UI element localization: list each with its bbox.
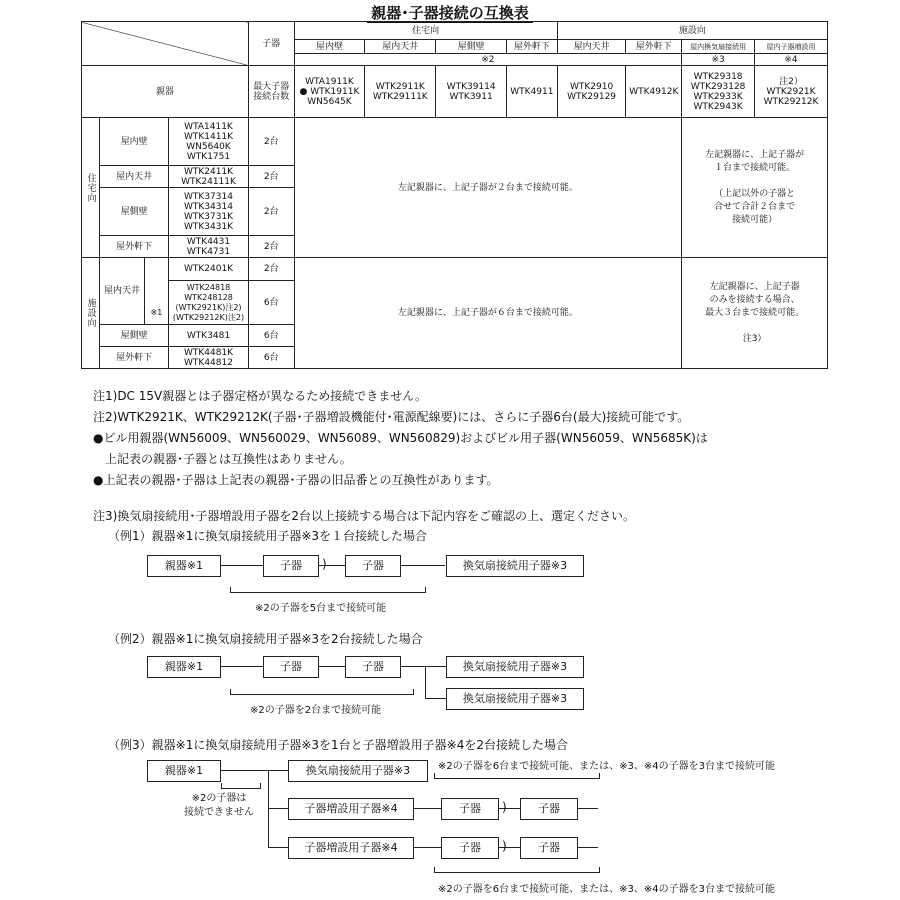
bracket-line xyxy=(230,694,414,695)
col-header: 屋内換気扇接続用 xyxy=(682,40,755,54)
mark-3: ※3 xyxy=(682,54,755,66)
parent-models: WTK2910 WTK29129 xyxy=(557,66,626,118)
child-box: 子器 xyxy=(263,656,319,678)
jutaku-message: 左記親器に、上記子器が２台まで接続可能。 xyxy=(294,118,682,258)
child-box: 子器 xyxy=(441,798,499,820)
bracket-line xyxy=(599,867,600,873)
compat-table xyxy=(81,21,828,369)
row-location: 屋内壁 xyxy=(100,118,169,166)
connector-line xyxy=(220,770,288,771)
row-models: WTA1411K WTK1411K WN5640K WTK1751 xyxy=(169,118,249,166)
connector-line xyxy=(268,847,288,848)
parent-models: WTK2911K WTK29111K xyxy=(365,66,436,118)
row-count: 2台 xyxy=(248,188,294,236)
add-box: 子器増設用子器※4 xyxy=(288,798,414,820)
note-bullet-1-cont: 上記表の親器･子器とは互換性はありません。 xyxy=(105,452,352,466)
bracket-line xyxy=(230,592,426,593)
shisetsu-side-label: 施設向 xyxy=(82,258,100,369)
row-count: 2台 xyxy=(248,166,294,188)
row-models: WTK3481 xyxy=(169,325,249,347)
child-box: 子器 xyxy=(345,555,401,577)
row-models: WTK37314 WTK34314 WTK3731K WTK3431K xyxy=(169,188,249,236)
page-title: 親器･子器接続の互換表 xyxy=(0,2,900,23)
header-corner xyxy=(82,22,249,66)
col-header: 屋側壁 xyxy=(436,40,507,54)
jutaku-side-label: 住宅向 xyxy=(82,118,100,258)
fan-box: 換気扇接続用子器※3 xyxy=(288,760,428,782)
row-models: WTK24818 WTK248128 (WTK2921K)注2) (WTK29212K)注2) xyxy=(169,281,249,325)
note-bullet-2: ●上記表の親器･子器は上記表の親器･子器の旧品番との互換性があります。 xyxy=(93,473,499,487)
connector-line xyxy=(268,770,269,848)
row-models: WTK4481K WTK44812 xyxy=(169,347,249,369)
notes xyxy=(93,386,708,491)
parent-models: WTK39114 WTK3911 xyxy=(436,66,507,118)
example-2-caption: ※2の子器を2台まで接続可能 xyxy=(250,705,382,716)
row-count: 6台 xyxy=(248,347,294,369)
connector-line xyxy=(425,666,426,698)
jutaku-header: 住宅向 xyxy=(294,22,557,40)
fan-box: 換気扇接続用子器※3 xyxy=(446,688,584,710)
child-box: 子器 xyxy=(520,798,578,820)
shisetsu-header: 施設向 xyxy=(557,22,827,40)
col-header: 屋外軒下 xyxy=(626,40,682,54)
child-box: 子器 xyxy=(520,837,578,859)
connector-line xyxy=(220,666,446,667)
row-models: WTK2401K xyxy=(169,258,249,281)
row-location: 屋側壁 xyxy=(100,188,169,236)
col-header: 屋外軒下 xyxy=(507,40,558,54)
bracket-line xyxy=(434,872,600,873)
add-box: 子器増設用子器※4 xyxy=(288,837,414,859)
parent-box: 親器※1 xyxy=(147,555,221,577)
row-location: 屋側壁 xyxy=(100,325,169,347)
parent-models: WTK29318 WTK293128 WTK2933K WTK2943K xyxy=(682,66,755,118)
bracket-line xyxy=(221,788,261,789)
row-count: 2台 xyxy=(248,236,294,258)
parent-box: 親器※1 xyxy=(147,760,221,782)
bracket-line xyxy=(260,783,261,789)
child-box: 子器 xyxy=(263,555,319,577)
bracket-line xyxy=(599,773,600,779)
connector-line xyxy=(268,808,288,809)
parent-box: 親器※1 xyxy=(147,656,221,678)
example-3-caption-top: ※2の子器を6台まで接続可能、または、※3、※4の子器を3台まで接続可能 xyxy=(438,761,775,772)
mark-2: ※2 xyxy=(294,54,682,66)
bracket-line xyxy=(425,587,426,593)
row-count: 6台 xyxy=(248,281,294,325)
fan-box: 換気扇接続用子器※3 xyxy=(446,555,584,577)
row-models: WTK2411K WTK24111K xyxy=(169,166,249,188)
jutaku-right-message: 左記親器に、上記子器が １台まで接続可能。 （上記以外の子器と 合せて合計２台まで 接続可能） xyxy=(682,118,828,258)
connector-line xyxy=(425,698,446,699)
example-3-title: （例3）親器※1に換気扇接続用子器※3を1台と子器増設用子器※4を2台接続した場合 xyxy=(108,738,568,752)
row-count: 2台 xyxy=(248,118,294,166)
row-location: 屋内天井 xyxy=(100,258,145,325)
row-models: WTK4431 WTK4731 xyxy=(169,236,249,258)
connector-line xyxy=(220,565,445,566)
note-2: 注2)WTK2921K、WTK29212K(子器･子器増設機能付･電源配線要)には、さらに子器6台(最大)接続可能です。 xyxy=(93,410,690,424)
no-connect-note: ※2の子器は 接続できません xyxy=(184,793,254,818)
bracket-line xyxy=(413,689,414,695)
row-count: 2台 xyxy=(248,258,294,281)
ellipsis-mark: ) xyxy=(502,839,507,853)
row-location: 屋外軒下 xyxy=(100,236,169,258)
row-location: 屋内天井 xyxy=(100,166,169,188)
note-bullet-1: ●ビル用親器(WN56009、WN560029、WN56089、WN560829)およびビル用子器(WN56059、WN5685K)は xyxy=(93,431,708,445)
row-count: 6台 xyxy=(248,325,294,347)
shisetsu-message: 左記親器に、上記子器が６台まで接続可能。 xyxy=(294,258,682,369)
child-box: 子器 xyxy=(441,837,499,859)
example-1-caption: ※2の子器を5台まで接続可能 xyxy=(255,603,387,614)
col-header: 屋内壁 xyxy=(294,40,365,54)
max-count-label: 最大子器接続台数 xyxy=(248,66,294,118)
parent-models: WTK4912K xyxy=(626,66,682,118)
fan-box: 換気扇接続用子器※3 xyxy=(446,656,584,678)
ellipsis-mark: ) xyxy=(502,800,507,814)
note-1: 注1)DC 15V親器とは子器定格が異なるため接続できません。 xyxy=(93,389,427,403)
example-3-caption-bottom: ※2の子器を6台まで接続可能、または、※3、※4の子器を3台まで接続可能 xyxy=(438,884,775,895)
row-location: 屋外軒下 xyxy=(100,347,169,369)
ellipsis-mark: ) xyxy=(322,557,327,571)
koki-header: 子器 xyxy=(248,22,294,66)
example-2-title: （例2）親器※1に換気扇接続用子器※3を2台接続した場合 xyxy=(108,632,423,646)
col-header: 屋内子器増設用 xyxy=(755,40,828,54)
parent-models: WTA1911K ● WTK1911K WN5645K xyxy=(294,66,365,118)
col-header: 屋内天井 xyxy=(557,40,626,54)
parent-models: 注2） WTK2921K WTK29212K xyxy=(755,66,828,118)
mark-4: ※4 xyxy=(755,54,828,66)
example-1-title: （例1）親器※1に換気扇接続用子器※3を１台接続した場合 xyxy=(108,529,428,543)
col-header: 屋内天井 xyxy=(365,40,436,54)
note-3: 注3)換気扇接続用･子器増設用子器を2台以上接続する場合は下記内容をご確認の上、選定ください。 xyxy=(93,509,635,523)
oyaki-label: 親器 xyxy=(82,66,249,118)
star1-mark: ※1 xyxy=(144,258,168,325)
parent-models: WTK4911 xyxy=(507,66,558,118)
child-box: 子器 xyxy=(345,656,401,678)
shisetsu-right-message: 左記親器に、上記子器 のみを接続する場合、 最大３台まで接続可能。 注3） xyxy=(682,258,828,369)
bracket-line xyxy=(434,778,600,779)
